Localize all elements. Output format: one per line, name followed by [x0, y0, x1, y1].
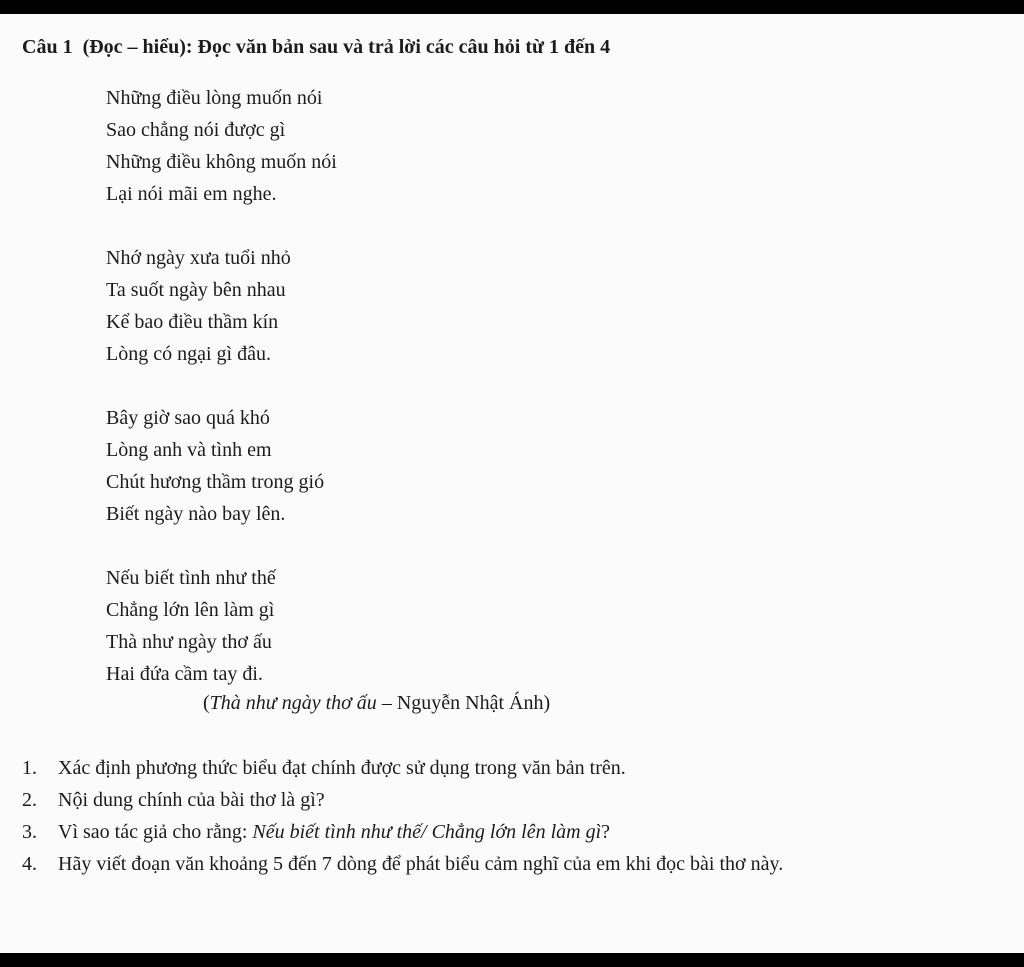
poem-line: Bây giờ sao quá khó [106, 407, 270, 429]
question-text: Xác định phương thức biểu đạt chính được sử dụng trong văn bản trên. [58, 757, 626, 779]
poem-source [203, 692, 550, 715]
poem-line: Chẳng lớn lên làm gì [106, 599, 275, 621]
question-item [22, 784, 783, 816]
poem-line: Nhớ ngày xưa tuổi nhỏ [106, 247, 291, 269]
question-heading [22, 36, 610, 59]
question-quote: Nếu biết tình như thế/ Chẳng lớn lên làm gì [252, 821, 602, 843]
poem-line: Lại nói mãi em nghe. [106, 183, 277, 205]
poem-line: Thà như ngày thơ ấu [106, 631, 272, 653]
question-number: 2. [22, 789, 37, 811]
question-list [22, 752, 783, 880]
heading-text: (Đọc – hiểu): Đọc văn bản sau và trả lời các câu hỏi từ 1 đến 4 [82, 36, 611, 58]
poem-line: Hai đứa cầm tay đi. [106, 663, 263, 685]
source-title: Thà như ngày thơ ấu [209, 692, 377, 714]
question-item [22, 752, 783, 784]
poem-line: Ta suốt ngày bên nhau [106, 279, 286, 301]
poem-line: Kể bao điều thầm kín [106, 311, 279, 333]
poem-stanza [106, 402, 337, 530]
source-open-paren: ( [203, 692, 210, 714]
poem-stanza [106, 562, 337, 690]
question-item [22, 816, 783, 848]
document-page [0, 14, 1024, 953]
poem-line: Lòng có ngại gì đâu. [106, 343, 271, 365]
poem-line: Những điều lòng muốn nói [106, 87, 323, 109]
question-number: 4. [22, 853, 37, 875]
poem-line: Biết ngày nào bay lên. [106, 503, 286, 525]
question-text: Vì sao tác giả cho rằng: [58, 821, 253, 843]
heading-number: Câu 1 [22, 36, 73, 58]
poem-line: Nếu biết tình như thế [106, 567, 276, 589]
poem-line: Những điều không muốn nói [106, 151, 337, 173]
poem-stanza [106, 82, 337, 210]
question-text: Hãy viết đoạn văn khoảng 5 đến 7 dòng để phát biểu cảm nghĩ của em khi đọc bài thơ này. [58, 853, 784, 875]
question-text-end: ? [601, 821, 611, 843]
source-author: – Nguyễn Nhật Ánh) [376, 692, 551, 714]
question-text: Nội dung chính của bài thơ là gì? [58, 789, 325, 811]
poem [106, 82, 337, 722]
poem-stanza [106, 242, 337, 370]
question-number: 3. [22, 821, 37, 843]
question-number: 1. [22, 757, 37, 779]
poem-line: Sao chẳng nói được gì [106, 119, 286, 141]
poem-line: Lòng anh và tình em [106, 439, 272, 461]
poem-line: Chút hương thầm trong gió [106, 471, 325, 493]
question-item [22, 848, 783, 880]
